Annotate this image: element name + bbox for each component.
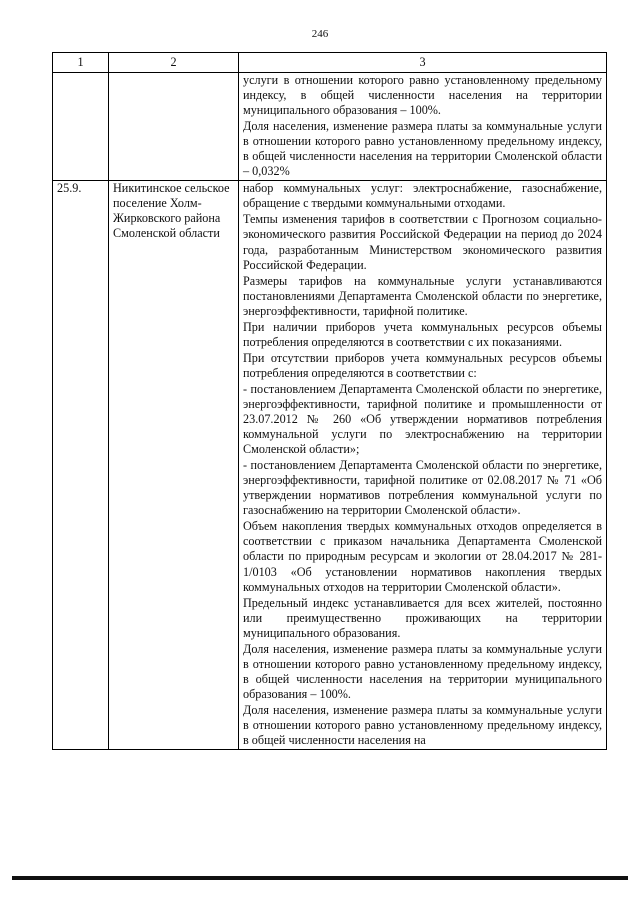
paragraph: Доля населения, изменение размера платы за коммунальные услуги в отношении которого равно установленному предельному индексу, в общей численности населения на территории Смоленской области – 0,032% bbox=[243, 119, 602, 179]
paragraph: Темпы изменения тарифов в соответствии с Прогнозом социально-экономического развития Российской Федерации на период до 2024 года, разработанным Министерством экономического развития Российской Федерации. bbox=[243, 212, 602, 272]
paragraph: набор коммунальных услуг: электроснабжение, газоснабжение, обращение с твердыми коммунальными отходами. bbox=[243, 181, 602, 211]
paragraph: - постановлением Департамента Смоленской области по энергетике, энергоэффективности, тарифной политике и промышленности от 23.07.2012 № 260 «Об утверждении нормативов потребления коммунальной услуги по электроснабжению на территории Смоленской области»; bbox=[243, 381, 602, 457]
paragraph: Предельный индекс устанавливается для всех жителей, постоянно или преимущественно проживающих на территории муниципального образования. bbox=[243, 595, 602, 640]
paragraph: Доля населения, изменение размера платы за коммунальные услуги в отношении которого равно установленному предельному индексу, в общей численности населения на bbox=[243, 702, 602, 748]
paragraph: - постановлением Департамента Смоленской области по энергетике, энергоэффективности, тарифной политике от 02.08.2017 № 71 «Об утверждении нормативов потребления коммунальной услуги по газоснабжению на территории Смоленской области». bbox=[243, 458, 602, 518]
continuation-number-cell bbox=[53, 73, 109, 181]
page-number: 246 bbox=[311, 28, 329, 40]
table-header-row bbox=[53, 53, 607, 73]
tariff-table bbox=[52, 52, 607, 750]
continuation-row bbox=[53, 73, 607, 181]
paragraph: При отсутствии приборов учета коммунальных ресурсов объемы потребления определяются в соответствии с: bbox=[243, 350, 602, 380]
column-header-3: 3 bbox=[239, 53, 607, 73]
paragraph: услуги в отношении которого равно установленному предельному индексу, в общей численности населения на территории муниципального образования – 100%. bbox=[243, 73, 602, 118]
continuation-text-cell bbox=[239, 73, 607, 181]
row-description bbox=[239, 181, 607, 750]
row-number: 25.9. bbox=[53, 181, 109, 750]
paragraph: Доля населения, изменение размера платы за коммунальные услуги в отношении которого равно установленному предельному индексу, в общей численности населения на территории муниципального образования – 100%. bbox=[243, 641, 602, 701]
column-header-2: 2 bbox=[109, 53, 239, 73]
paragraph: Объем накопления твердых коммунальных отходов определяется в соответствии с приказом начальника Департамента Смоленской области по природным ресурсам и экологии от 28.04.2017 № 281-1/0103 «Об установлении нормативов накопления твердых коммунальных отходов на территории Смоленской области». bbox=[243, 519, 602, 594]
paragraph: При наличии приборов учета коммунальных ресурсов объемы потребления определяются в соответствии с их показаниями. bbox=[243, 319, 602, 349]
page-bottom-rule bbox=[12, 876, 628, 880]
row-region: Никитинское сельское поселение Холм-Жирковского района Смоленской области bbox=[109, 181, 239, 750]
paragraph: Размеры тарифов на коммунальные услуги устанавливаются постановлениями Департамента Смоленской области по энергетике, энергоэффективности, тарифной политике. bbox=[243, 273, 602, 318]
column-header-1: 1 bbox=[53, 53, 109, 73]
table-row-25-9 bbox=[53, 181, 607, 750]
continuation-region-cell bbox=[109, 73, 239, 181]
